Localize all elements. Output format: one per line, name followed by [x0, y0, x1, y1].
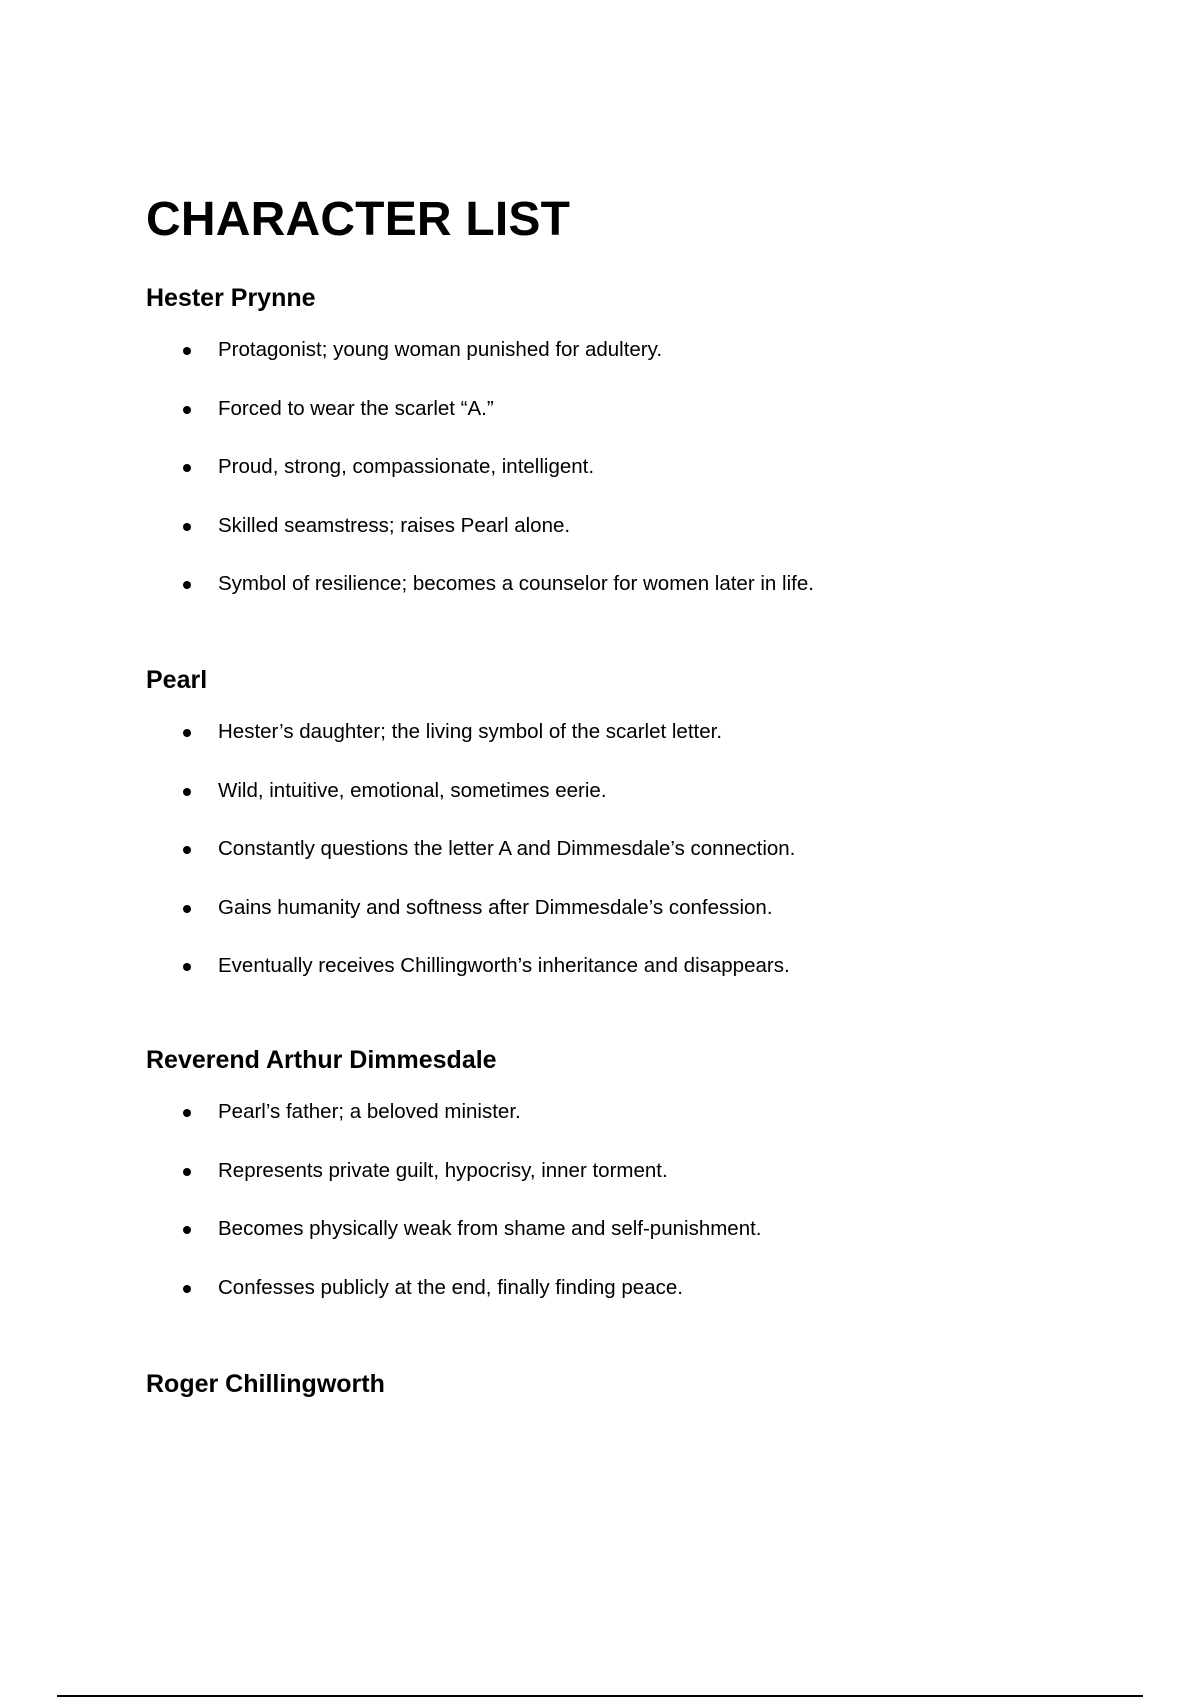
list-item-text: Hester’s daughter; the living symbol of the scarlet letter.	[218, 720, 723, 743]
list-item-text: Protagonist; young woman punished for adultery.	[218, 338, 663, 361]
list-item	[146, 1155, 1106, 1214]
bullet-icon	[183, 1109, 191, 1117]
bullet-icon	[183, 406, 191, 414]
list-item	[146, 1272, 1106, 1331]
bullet-icon	[183, 581, 191, 589]
list-item-text: Forced to wear the scarlet “A.”	[218, 396, 494, 420]
character-traits-list	[146, 334, 1106, 627]
list-item-text: Becomes physically weak from shame and self-punishment.	[218, 1217, 762, 1240]
list-item-text: Wild, intuitive, emotional, sometimes eerie.	[218, 778, 607, 802]
list-item	[146, 393, 1106, 452]
bullet-icon	[183, 846, 191, 854]
list-item	[146, 775, 1106, 834]
character-section-hester	[146, 280, 1106, 627]
list-item-text: Proud, strong, compassionate, intelligent.	[218, 455, 595, 478]
list-item	[146, 892, 1106, 951]
character-section-pearl	[146, 662, 1106, 1009]
bullet-icon	[183, 963, 191, 971]
list-item	[146, 716, 1106, 775]
bullet-icon	[183, 464, 191, 472]
list-item	[146, 568, 1106, 627]
bullet-icon	[183, 905, 191, 913]
list-item	[146, 950, 1106, 1009]
character-heading: Pearl	[146, 666, 208, 694]
list-item	[146, 1096, 1106, 1155]
page-title: CHARACTER LIST	[146, 193, 571, 246]
bullet-icon	[183, 1168, 191, 1176]
character-traits-list	[146, 716, 1106, 1009]
bullet-icon	[183, 347, 191, 355]
list-item-text: Gains humanity and softness after Dimmesdale’s confession.	[218, 895, 773, 919]
character-heading: Roger Chillingworth	[146, 1370, 385, 1398]
page-divider	[57, 1695, 1143, 1697]
character-heading: Reverend Arthur Dimmesdale	[146, 1046, 497, 1074]
bullet-icon	[183, 1226, 191, 1234]
bullet-icon	[183, 523, 191, 531]
character-section-chillingworth	[146, 1366, 1106, 1402]
character-heading: Hester Prynne	[146, 284, 316, 312]
list-item	[146, 451, 1106, 510]
character-traits-list	[146, 1096, 1106, 1330]
list-item	[146, 334, 1106, 393]
list-item	[146, 1213, 1106, 1272]
list-item-text: Eventually receives Chillingworth’s inheritance and disappears.	[218, 954, 790, 977]
list-item-text: Confesses publicly at the end, finally finding peace.	[218, 1275, 683, 1299]
bullet-icon	[183, 729, 191, 737]
list-item	[146, 510, 1106, 569]
list-item-text: Constantly questions the letter A and Dimmesdale’s connection.	[218, 837, 796, 860]
list-item-text: Skilled seamstress; raises Pearl alone.	[218, 513, 571, 537]
list-item-text: Symbol of resilience; becomes a counselor for women later in life.	[218, 572, 814, 595]
list-item-text: Pearl’s father; a beloved minister.	[218, 1100, 521, 1123]
bullet-icon	[183, 1285, 191, 1293]
character-section-dimmesdale	[146, 1042, 1106, 1330]
list-item-text: Represents private guilt, hypocrisy, inner torment.	[218, 1158, 668, 1182]
bullet-icon	[183, 788, 191, 796]
list-item	[146, 833, 1106, 892]
